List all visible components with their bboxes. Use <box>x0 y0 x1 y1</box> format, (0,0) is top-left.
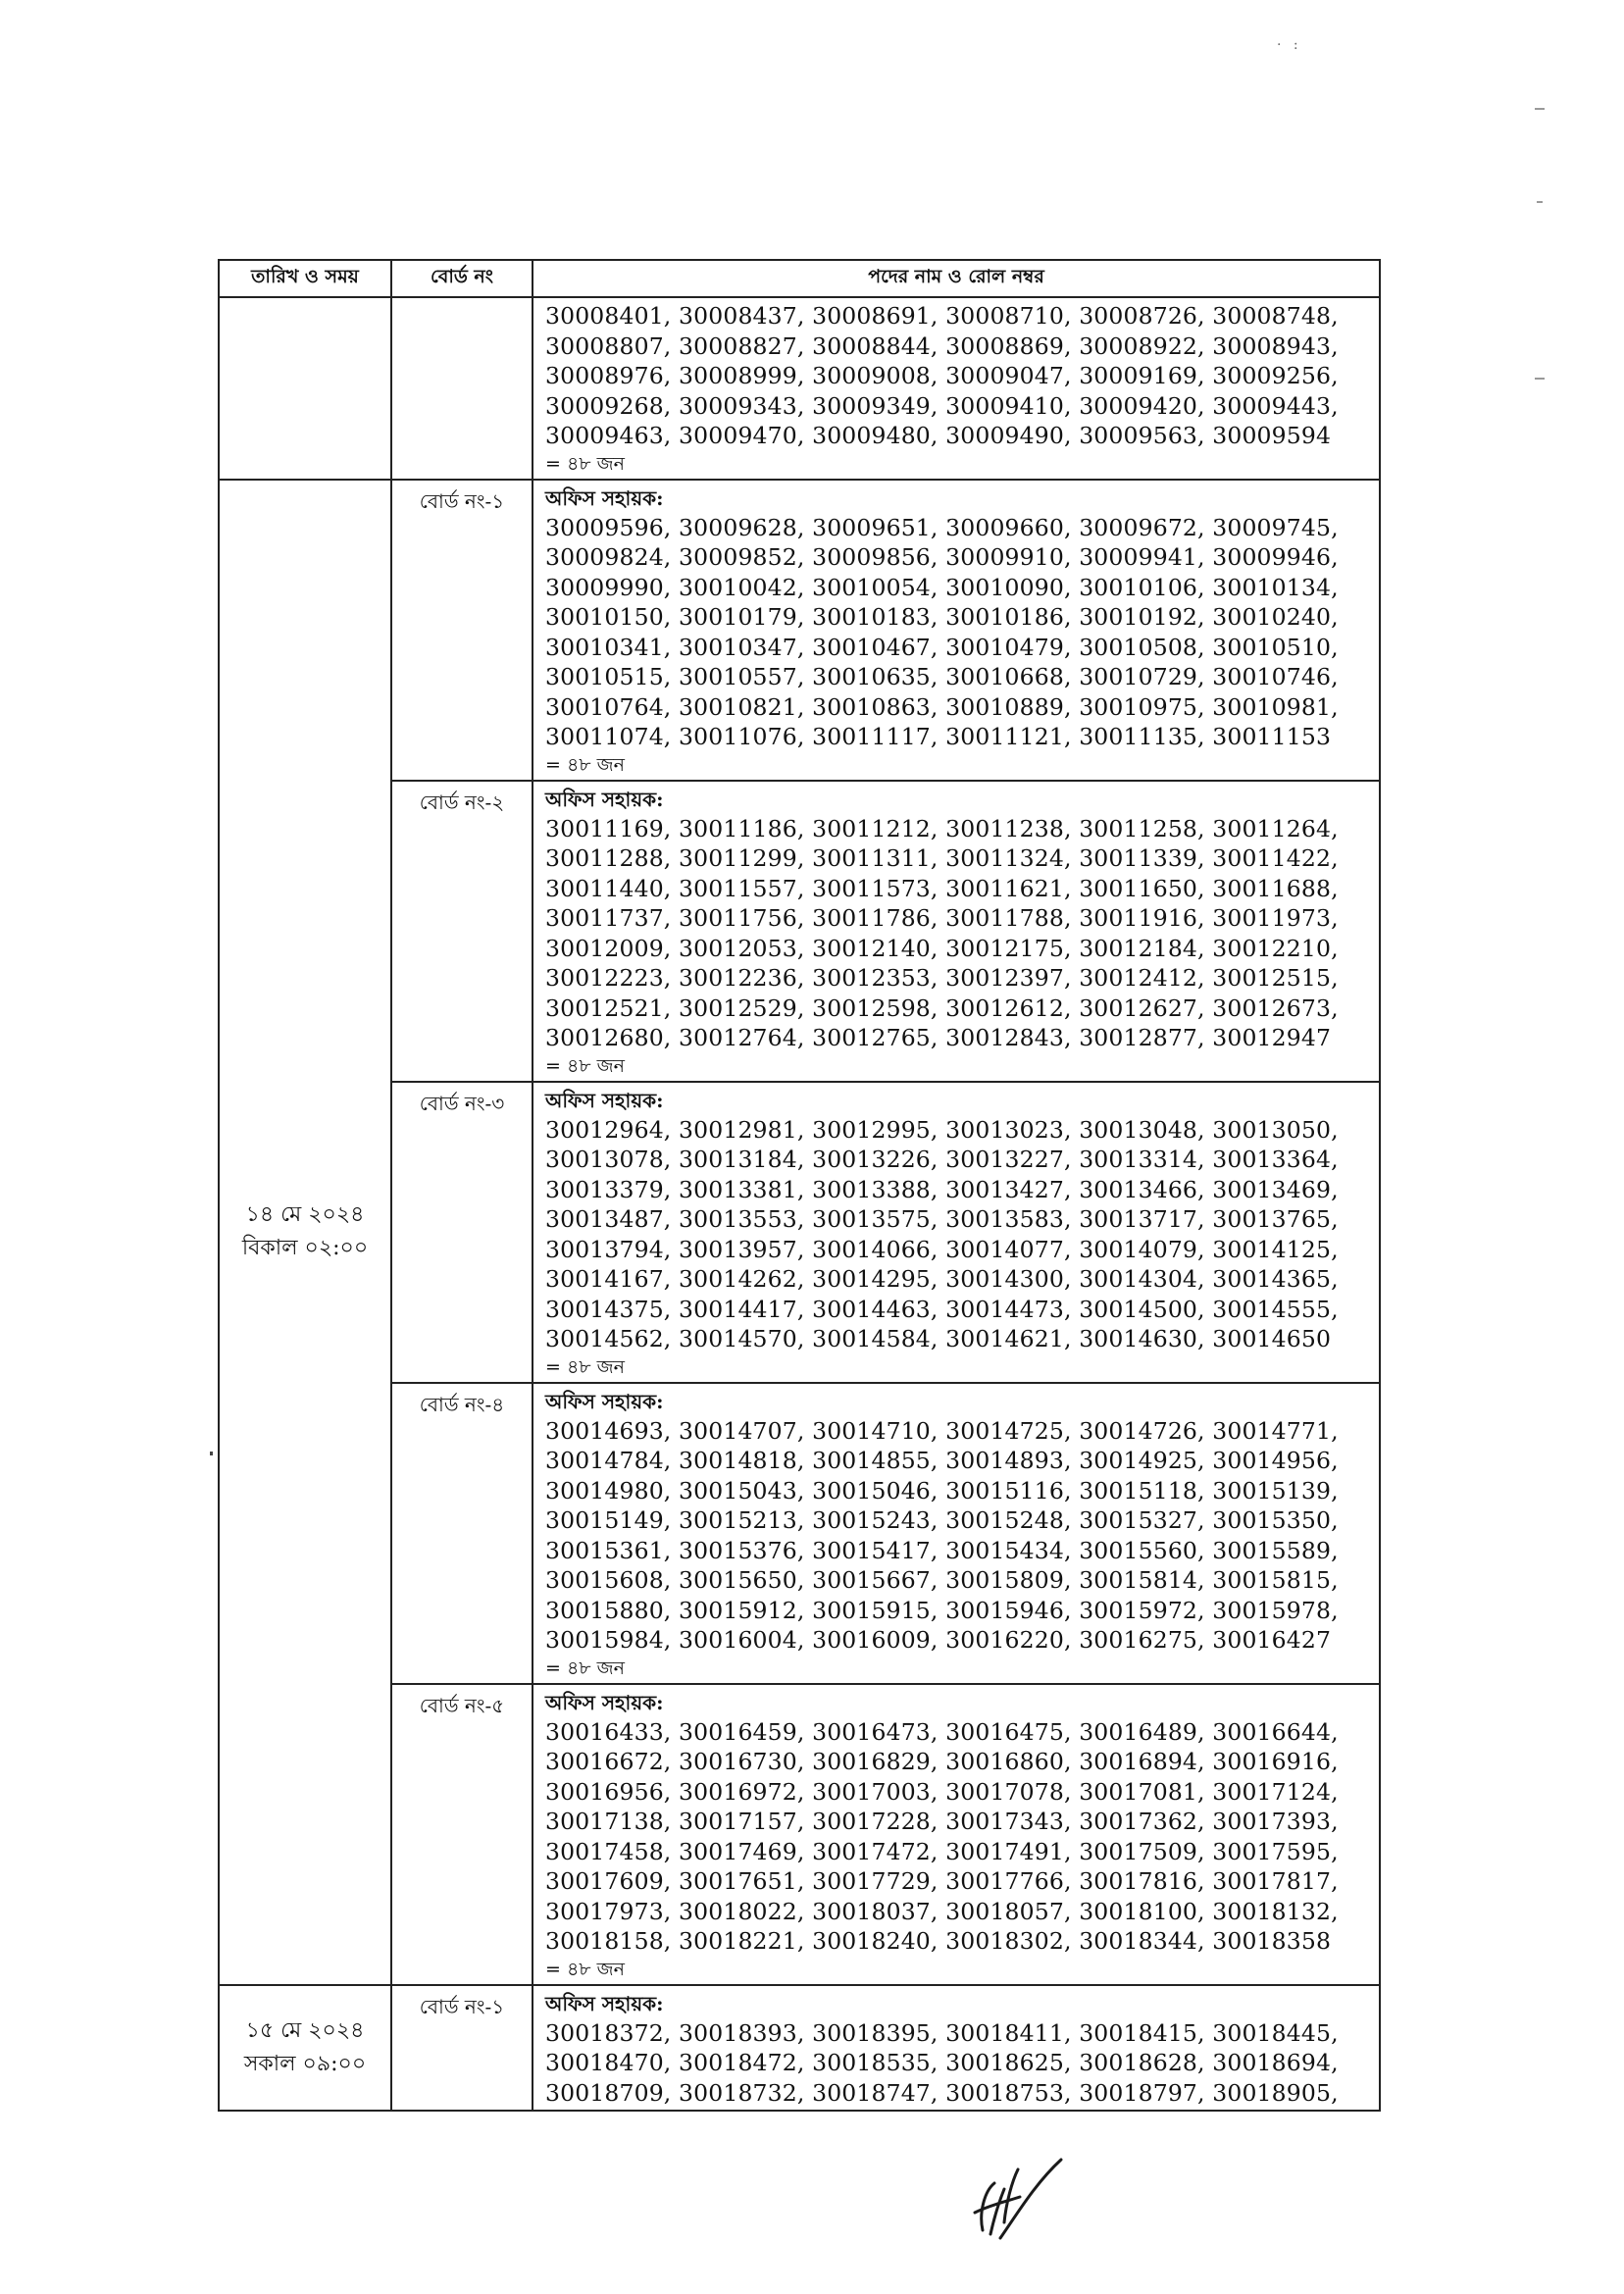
roll-cell <box>533 1684 1380 1985</box>
date-cell <box>219 1985 391 2112</box>
post-name: অফিস সহায়ক: <box>545 485 664 510</box>
interview-time: বিকাল ০২:০০ <box>241 1236 369 1260</box>
roll-line: 30014375, 30014417, 30014463, 30014473, 30014500, 30014555, <box>545 1295 1339 1323</box>
date-cell <box>219 480 391 1985</box>
table-row <box>219 781 1380 1082</box>
roll-line: 30013379, 30013381, 30013388, 30013427, 30013466, 30013469, <box>545 1175 1339 1203</box>
roll-list <box>545 1115 1375 1354</box>
roll-line: 30018709, 30018732, 30018747, 30018753, 30018797, 30018905, <box>545 2078 1339 2107</box>
post-name: অফিস সহায়ক: <box>545 1088 664 1112</box>
roll-line: 30008976, 30008999, 30009008, 30009047, 30009169, 30009256, <box>545 362 1339 389</box>
roll-line: 30011169, 30011186, 30011212, 30011238, 30011258, 30011264, <box>545 814 1339 842</box>
roll-line: 30017973, 30018022, 30018037, 30018057, 30018100, 30018132, <box>545 1897 1339 1925</box>
roll-line: 30008401, 30008437, 30008691, 30008710, 30008726, 30008748, <box>545 302 1339 330</box>
roll-line: 30012009, 30012053, 30012140, 30012175, 30012184, 30012210, <box>545 934 1339 962</box>
total-count: = ৪৮ জন <box>545 1657 625 1679</box>
table-row <box>219 297 1380 480</box>
roll-line: 30015149, 30015213, 30015243, 30015248, 30015327, 30015350, <box>545 1506 1339 1534</box>
board-cell: বোর্ড নং-২ <box>391 781 533 1082</box>
roll-line: 30018470, 30018472, 30018535, 30018625, 30018628, 30018694, <box>545 2049 1339 2076</box>
roll-line: 30016433, 30016459, 30016473, 30016475, 30016489, 30016644, <box>545 1717 1339 1746</box>
roll-line: 30012521, 30012529, 30012598, 30012612, 30012627, 30012673, <box>545 994 1339 1022</box>
header-post-roll: পদের নাম ও রোল নম্বর <box>533 260 1380 297</box>
roll-line: 30011074, 30011076, 30011117, 30011121, 30011135, 30011153 <box>545 723 1332 750</box>
table-header-row <box>219 260 1380 297</box>
interview-time: সকাল ০৯:০০ <box>243 2051 367 2076</box>
scan-mark <box>1535 108 1545 110</box>
roll-line: 30013794, 30013957, 30014066, 30014077, 30014079, 30014125, <box>545 1235 1339 1263</box>
roll-cell <box>533 297 1380 480</box>
roll-line: 30014562, 30014570, 30014584, 30014621, 30014630, 30014650 <box>545 1325 1332 1352</box>
total-count: = ৪৮ জন <box>545 1958 625 1980</box>
roll-line: 30010341, 30010347, 30010467, 30010479, 30010508, 30010510, <box>545 633 1339 661</box>
interview-date: ১৪ মে ২০২৪ <box>245 1202 365 1227</box>
roll-list <box>545 814 1375 1053</box>
roll-cell <box>533 1383 1380 1684</box>
post-name: অফিস সহায়ক: <box>545 1690 664 1714</box>
table-row <box>219 1985 1380 2112</box>
roll-line: 30014784, 30014818, 30014855, 30014893, 30014925, 30014956, <box>545 1447 1339 1474</box>
roll-line: 30010515, 30010557, 30010635, 30010668, 30010729, 30010746, <box>545 663 1339 690</box>
roll-line: 30012964, 30012981, 30012995, 30013023, 30013048, 30013050, <box>545 1115 1339 1144</box>
roll-line: 30012680, 30012764, 30012765, 30012843, 30012877, 30012947 <box>545 1024 1332 1051</box>
roll-line: 30010150, 30010179, 30010183, 30010186, 30010192, 30010240, <box>545 603 1339 631</box>
total-count: = ৪৮ জন <box>545 452 625 475</box>
scan-mark <box>210 1452 213 1455</box>
table-row <box>219 1684 1380 1985</box>
roll-line: 30013487, 30013553, 30013575, 30013583, 30013717, 30013765, <box>545 1205 1339 1233</box>
roll-list <box>545 301 1375 451</box>
roll-line: 30018372, 30018393, 30018395, 30018411, 30018415, 30018445, <box>545 2018 1339 2047</box>
total-count: = ৪৮ জন <box>545 1355 625 1378</box>
roll-line: 30010764, 30010821, 30010863, 30010889, 30010975, 30010981, <box>545 692 1339 721</box>
roll-cell <box>533 1985 1380 2112</box>
roll-line: 30009824, 30009852, 30009856, 30009910, 30009941, 30009946, <box>545 543 1339 571</box>
date-cell-empty <box>219 297 391 480</box>
roll-line: 30017609, 30017651, 30017729, 30017766, 30017816, 30017817, <box>545 1867 1339 1895</box>
roll-line: 30016672, 30016730, 30016829, 30016860, 30016894, 30016916, <box>545 1748 1339 1775</box>
roll-line: 30015361, 30015376, 30015417, 30015434, 30015560, 30015589, <box>545 1536 1339 1564</box>
total-count: = ৪৮ জন <box>545 1054 625 1077</box>
roll-line: 30014167, 30014262, 30014295, 30014300, 30014304, 30014365, <box>545 1265 1339 1293</box>
roll-list <box>545 513 1375 752</box>
table-row <box>219 1383 1380 1684</box>
scan-mark <box>1537 201 1543 203</box>
roll-line: 30014980, 30015043, 30015046, 30015116, 30015118, 30015139, <box>545 1476 1339 1504</box>
table-row <box>219 480 1380 781</box>
roll-line: 30015984, 30016004, 30016009, 30016220, 30016275, 30016427 <box>545 1626 1332 1654</box>
post-name: অফিস সহায়ক: <box>545 1389 664 1413</box>
roll-list <box>545 1416 1375 1656</box>
table-row <box>219 1082 1380 1383</box>
roll-line: 30011440, 30011557, 30011573, 30011621, 30011650, 30011688, <box>545 874 1339 902</box>
roll-cell <box>533 1082 1380 1383</box>
roll-line: 30015880, 30015912, 30015915, 30015946, 30015972, 30015978, <box>545 1596 1339 1624</box>
roll-line: 30009463, 30009470, 30009480, 30009490, 30009563, 30009594 <box>545 422 1332 449</box>
post-name: অফিস সহায়ক: <box>545 787 664 811</box>
interview-schedule-table <box>218 259 1381 2112</box>
board-cell <box>391 297 533 480</box>
roll-cell <box>533 781 1380 1082</box>
roll-line: 30014693, 30014707, 30014710, 30014725, 30014726, 30014771, <box>545 1416 1339 1445</box>
roll-line: 30009268, 30009343, 30009349, 30009410, 30009420, 30009443, <box>545 391 1339 420</box>
post-name: অফিস সহায়ক: <box>545 1991 664 2015</box>
roll-line: 30017138, 30017157, 30017228, 30017343, 30017362, 30017393, <box>545 1808 1339 1835</box>
roll-line: 30012223, 30012236, 30012353, 30012397, 30012412, 30012515, <box>545 964 1339 992</box>
roll-line: 30013078, 30013184, 30013226, 30013227, 30013314, 30013364, <box>545 1146 1339 1173</box>
header-board-no: বোর্ড নং <box>391 260 533 297</box>
board-cell: বোর্ড নং-১ <box>391 480 533 781</box>
scan-mark <box>1535 378 1545 380</box>
roll-list <box>545 1717 1375 1957</box>
board-cell: বোর্ড নং-৪ <box>391 1383 533 1684</box>
roll-line: 30015608, 30015650, 30015667, 30015809, 30015814, 30015815, <box>545 1566 1339 1594</box>
roll-line: 30008807, 30008827, 30008844, 30008869, 30008922, 30008943, <box>545 331 1339 360</box>
board-cell: বোর্ড নং-৩ <box>391 1082 533 1383</box>
roll-line: 30009990, 30010042, 30010054, 30010090, 30010106, 30010134, <box>545 573 1339 601</box>
roll-line: 30009596, 30009628, 30009651, 30009660, 30009672, 30009745, <box>545 513 1339 541</box>
total-count: = ৪৮ জন <box>545 753 625 776</box>
roll-line: 30011737, 30011756, 30011786, 30011788, 30011916, 30011973, <box>545 904 1339 932</box>
roll-line: 30018158, 30018221, 30018240, 30018302, 30018344, 30018358 <box>545 1927 1332 1955</box>
board-cell: বোর্ড নং-১ <box>391 1985 533 2112</box>
scan-speck: · : <box>1277 37 1302 53</box>
board-cell: বোর্ড নং-৫ <box>391 1684 533 1985</box>
roll-line: 30011288, 30011299, 30011311, 30011324, 30011339, 30011422, <box>545 844 1339 872</box>
signature-icon <box>961 2144 1069 2252</box>
roll-line: 30017458, 30017469, 30017472, 30017491, 30017509, 30017595, <box>545 1837 1339 1865</box>
roll-list <box>545 2018 1375 2109</box>
header-date-time: তারিখ ও সময় <box>219 260 391 297</box>
roll-line: 30016956, 30016972, 30017003, 30017078, 30017081, 30017124, <box>545 1777 1339 1806</box>
interview-date: ১৫ মে ২০২৪ <box>245 2017 365 2043</box>
roll-cell <box>533 480 1380 781</box>
